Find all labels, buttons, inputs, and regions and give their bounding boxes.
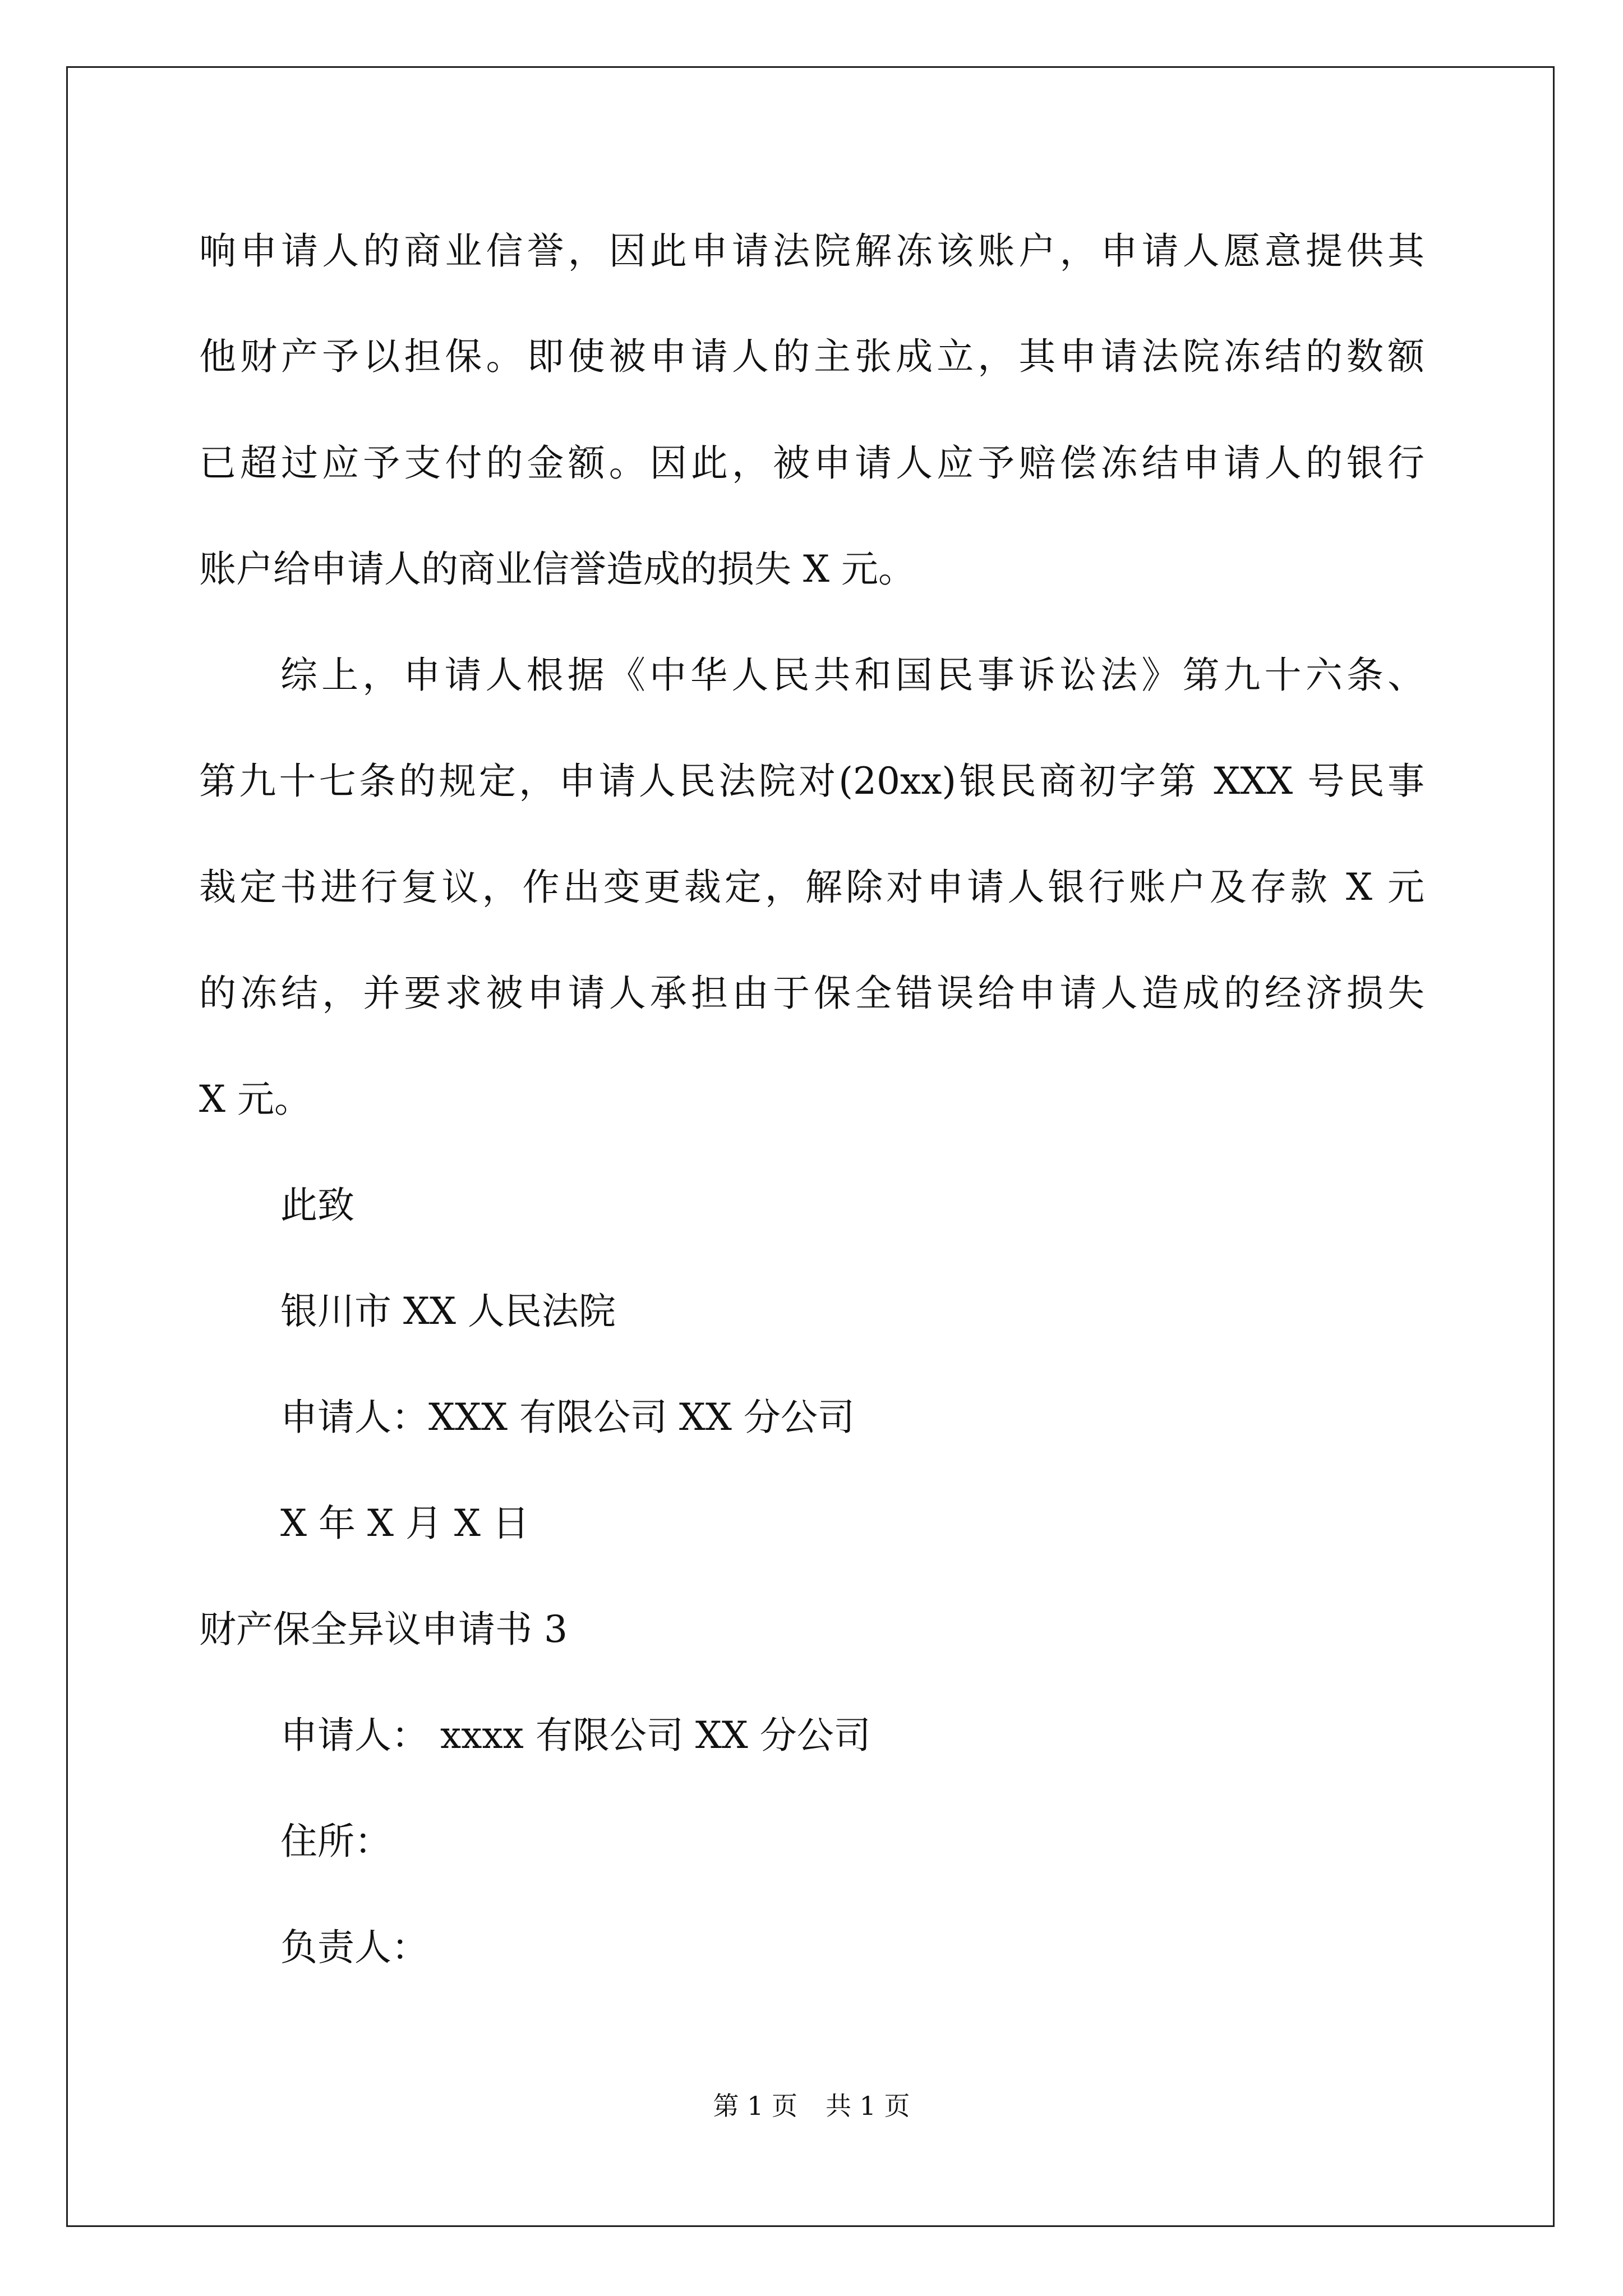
responsible-person-line: 负责人： (280, 1926, 428, 1969)
section-title: 财产保全异议申请书 3 (199, 1608, 568, 1651)
page-footer (0, 2093, 1623, 2119)
paragraph-line: X 元。 (199, 1078, 311, 1121)
signature-date: X 年 X 月 X 日 (280, 1502, 529, 1545)
paragraph-line: 的冻结，并要求被申请人承担由于保全错误给申请人造成的经济损失 (199, 972, 1424, 1015)
paragraph-line: 他财产予以担保。即使被申请人的主张成立，其申请法院冻结的数额 (199, 335, 1424, 378)
paragraph-line: 第九十七条的规定，申请人民法院对(20xx)银民商初字第 XXX 号民事 (199, 760, 1424, 803)
addressee: 银川市 XX 人民法院 (280, 1290, 616, 1333)
paragraph-line: 已超过应予支付的金额。因此，被申请人应予赔偿冻结申请人的银行 (199, 441, 1424, 485)
page-border (66, 66, 1555, 2227)
paragraph-line: 裁定书进行复议，作出变更裁定，解除对申请人银行账户及存款 X 元 (199, 866, 1424, 909)
paragraph-line: 综上，申请人根据《中华人民共和国民事诉讼法》第九十六条、 (280, 654, 1424, 697)
page-number: 第 1 页 (713, 2091, 797, 2121)
paragraph-line: 账户给申请人的商业信誉造成的损失 X 元。 (199, 547, 915, 591)
total-pages: 共 1 页 (826, 2091, 910, 2121)
salutation: 此致 (280, 1184, 354, 1227)
applicant-line: 申请人： xxxx 有限公司 XX 分公司 (280, 1714, 871, 1757)
address-line: 住所： (280, 1820, 391, 1863)
applicant-signature: 申请人：XXX 有限公司 XX 分公司 (280, 1396, 855, 1439)
paragraph-line: 响申请人的商业信誉，因此申请法院解冻该账户，申请人愿意提供其 (199, 229, 1424, 273)
